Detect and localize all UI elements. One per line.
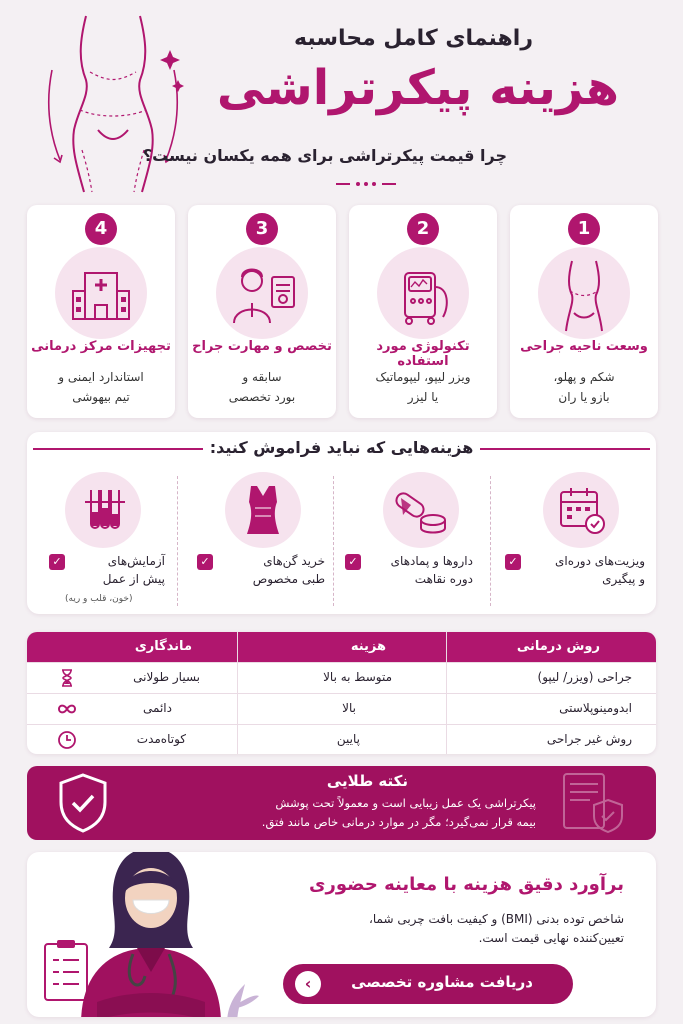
pills-icon xyxy=(383,472,459,548)
factor-title: وسعت ناحیه جراحی xyxy=(520,339,648,354)
cost-item xyxy=(505,472,655,612)
factor-desc: ویزر لیپو، لیپوماتیک یا لیزر xyxy=(375,370,471,404)
cost-label: خرید گن‌های طبی مخصوص xyxy=(252,554,325,586)
table-header xyxy=(27,632,656,662)
calendar-icon xyxy=(543,472,619,548)
factor-title: تکنولوژی مورد استفاده xyxy=(376,339,470,369)
divider xyxy=(490,476,491,606)
test-tubes-icon xyxy=(65,472,141,548)
cost-label: ویزیت‌های دوره‌ای و پیگیری xyxy=(554,554,645,586)
chevron-left-icon: ‹ xyxy=(295,971,321,997)
divider xyxy=(333,476,334,606)
header-durability: ماندگاری xyxy=(134,639,192,654)
factor-title: تخصص و مهارت جراح xyxy=(192,339,332,354)
table-row xyxy=(27,693,656,723)
tip-text: پیکرتراشی یک عمل زیبایی است و معمولاً تحت پوشش بیمه قرار نمی‌گیرد؛ مگر در موارد درمانی خاص مانند فتق. xyxy=(261,796,536,829)
checkbox-icon: ✓ xyxy=(49,554,65,570)
golden-tip-banner xyxy=(27,766,656,840)
factor-number: 2 xyxy=(407,213,439,245)
checkbox-icon: ✓ xyxy=(345,554,361,570)
estimate-title: برآورد دقیق هزینه با معاینه حضوری xyxy=(309,874,624,895)
estimate-panel xyxy=(27,852,656,1017)
cell-durability: بسیار طولانی xyxy=(133,670,200,684)
body-silhouette-icon xyxy=(38,10,188,195)
checkbox-icon: ✓ xyxy=(197,554,213,570)
cell-method: روش غیر جراحی xyxy=(546,732,632,746)
comparison-table xyxy=(27,632,656,754)
divider xyxy=(237,632,238,754)
page-title: هزینه پیکرتراشی xyxy=(216,60,619,116)
compression-garment-icon xyxy=(225,472,301,548)
cell-cost: بالا xyxy=(342,701,356,715)
hidden-costs-panel xyxy=(27,432,656,614)
table-row xyxy=(27,662,656,692)
hospital-icon xyxy=(55,247,147,339)
tip-title: نکته طلایی xyxy=(326,772,408,790)
page-question: چرا قیمت پیکرتراشی برای همه یکسان نیست؟ xyxy=(142,146,507,165)
clock-icon xyxy=(57,730,77,750)
cell-durability: دائمی xyxy=(143,701,172,715)
cell-method: جراحی (ویزر/ لیپو) xyxy=(537,670,632,684)
body-silhouette-icon xyxy=(538,247,630,339)
cell-method: ابدومینوپلاستی xyxy=(559,701,632,715)
cost-label: داروها و پمادهای دوره نقاهت xyxy=(390,554,473,586)
infinity-icon xyxy=(57,699,77,719)
costs-title: هزینه‌هایی که نباید فراموش کنید: xyxy=(209,438,474,457)
factor-desc: شکم و پهلو، بازو یا ران xyxy=(553,370,615,404)
cost-note: (خون، قلب و ریه) xyxy=(65,594,133,604)
estimate-text: شاخص توده بدنی (BMI) و کیفیت بافت چربی شما، تعیین‌کننده نهایی قیمت است. xyxy=(368,912,624,945)
hero-header xyxy=(0,0,683,200)
checkbox-icon: ✓ xyxy=(505,554,521,570)
factor-number: 4 xyxy=(85,213,117,245)
cost-item xyxy=(27,472,177,612)
hourglass-icon xyxy=(57,668,77,688)
factor-card xyxy=(188,205,336,418)
factor-number: 3 xyxy=(246,213,278,245)
cost-item xyxy=(345,472,495,612)
cell-cost: متوسط به بالا xyxy=(323,670,392,684)
consultation-button[interactable] xyxy=(283,964,573,1004)
cost-item xyxy=(187,472,337,612)
factor-number: 1 xyxy=(568,213,600,245)
factor-title: تجهیزات مرکز درمانی xyxy=(31,339,171,354)
cost-label: آزمایش‌های پیش از عمل xyxy=(102,554,165,586)
surgeon-certificate-icon xyxy=(216,247,308,339)
factor-card xyxy=(510,205,658,418)
divider xyxy=(177,476,178,606)
divider xyxy=(446,632,447,754)
consultation-button-label: دریافت مشاوره تخصصی xyxy=(351,973,533,991)
divider-dots xyxy=(336,180,396,188)
page-subtitle: راهنمای کامل محاسبه xyxy=(294,26,533,51)
header-cost: هزینه xyxy=(350,639,386,654)
device-icon xyxy=(377,247,469,339)
doctor-illustration-icon xyxy=(41,852,261,1017)
table-row xyxy=(27,724,656,754)
factor-desc: سابقه و بورد تخصصی xyxy=(228,370,296,404)
factor-card xyxy=(349,205,497,418)
header-method: روش درمانی xyxy=(516,639,600,654)
factor-card xyxy=(27,205,175,418)
cell-durability: کوتاه‌مدت xyxy=(136,732,186,746)
document-shield-icon xyxy=(558,770,628,836)
shield-check-icon xyxy=(55,772,111,834)
cell-cost: پایین xyxy=(336,732,360,746)
factor-desc: استاندارد ایمنی و تیم بیهوشی xyxy=(58,370,144,404)
